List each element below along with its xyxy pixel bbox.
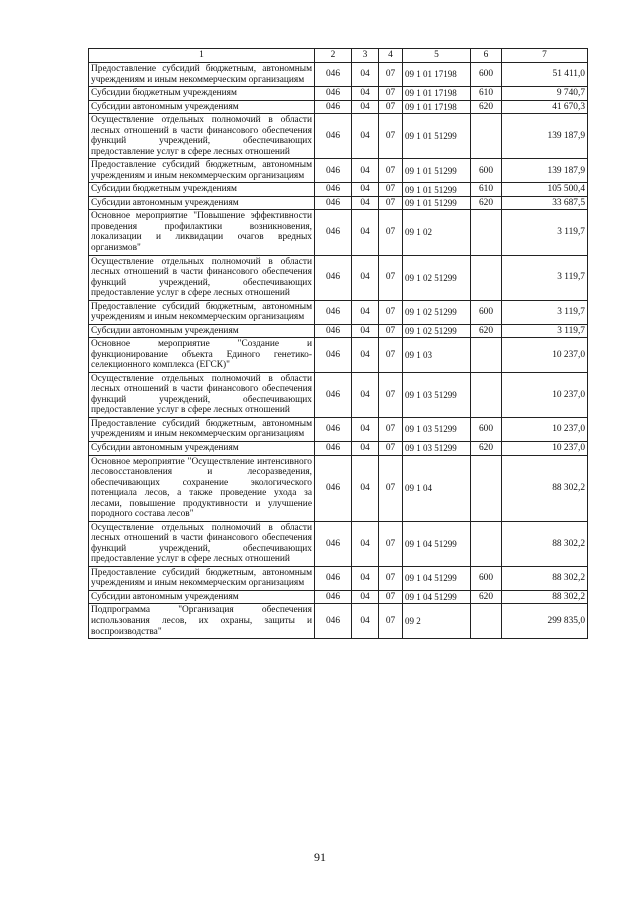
cell-name: Субсидии автономным учреждениям xyxy=(89,324,315,338)
cell-rz: 04 xyxy=(352,372,379,417)
cell-grbs: 046 xyxy=(315,255,352,300)
cell-sum: 139 187,9 xyxy=(502,114,588,159)
cell-sum: 3 119,7 xyxy=(502,300,588,324)
cell-rz: 04 xyxy=(352,100,379,114)
cell-vr: 600 xyxy=(471,417,502,441)
header-col-6: 6 xyxy=(471,49,502,63)
cell-csr: 09 1 04 51299 xyxy=(403,590,471,604)
cell-grbs: 046 xyxy=(315,196,352,210)
cell-csr: 09 1 01 17198 xyxy=(403,87,471,101)
cell-vr xyxy=(471,455,502,521)
cell-csr: 09 1 01 51299 xyxy=(403,183,471,197)
cell-csr: 09 1 03 xyxy=(403,338,471,373)
cell-pr: 07 xyxy=(379,87,403,101)
cell-name: Осуществление отдельных полномочий в области лесных отношений в части финансового обеспечения функций учреждений, обеспечивающих предоставление услуг в сфере лесных отношений xyxy=(89,521,315,566)
table-row xyxy=(89,159,588,183)
table-row xyxy=(89,63,588,87)
cell-name: Основное мероприятие "Создание и функционирование объекта Единого генетико-селекционного комплекса (ЕГСК)" xyxy=(89,338,315,373)
cell-vr: 620 xyxy=(471,590,502,604)
table-row xyxy=(89,196,588,210)
cell-csr: 09 1 02 xyxy=(403,210,471,255)
cell-grbs: 046 xyxy=(315,159,352,183)
cell-vr xyxy=(471,521,502,566)
budget-table xyxy=(88,48,588,639)
cell-rz: 04 xyxy=(352,183,379,197)
table-body xyxy=(89,63,588,639)
cell-pr: 07 xyxy=(379,63,403,87)
header-row xyxy=(89,49,588,63)
cell-csr: 09 1 01 17198 xyxy=(403,100,471,114)
cell-pr: 07 xyxy=(379,417,403,441)
cell-grbs: 046 xyxy=(315,183,352,197)
cell-rz: 04 xyxy=(352,604,379,639)
cell-vr: 610 xyxy=(471,183,502,197)
cell-sum: 33 687,5 xyxy=(502,196,588,210)
cell-name: Субсидии автономным учреждениям xyxy=(89,442,315,456)
cell-vr: 620 xyxy=(471,442,502,456)
table-row xyxy=(89,324,588,338)
cell-pr: 07 xyxy=(379,324,403,338)
table-row xyxy=(89,87,588,101)
cell-csr: 09 1 01 51299 xyxy=(403,114,471,159)
header-col-4: 4 xyxy=(379,49,403,63)
cell-name: Предоставление субсидий бюджетным, автономным учреждениям и иным некоммерческим организациям xyxy=(89,300,315,324)
cell-csr: 09 1 02 51299 xyxy=(403,324,471,338)
cell-sum: 10 237,0 xyxy=(502,338,588,373)
cell-grbs: 046 xyxy=(315,338,352,373)
cell-pr: 07 xyxy=(379,159,403,183)
cell-sum: 9 740,7 xyxy=(502,87,588,101)
cell-vr: 600 xyxy=(471,159,502,183)
cell-name: Осуществление отдельных полномочий в области лесных отношений в части финансового обеспечения функций учреждений, обеспечивающих предоставление услуг в сфере лесных отношений xyxy=(89,372,315,417)
cell-name: Осуществление отдельных полномочий в области лесных отношений в части финансового обеспечения функций учреждений, обеспечивающих предоставление услуг в сфере лесных отношений xyxy=(89,114,315,159)
cell-sum: 88 302,2 xyxy=(502,566,588,590)
cell-csr: 09 1 04 xyxy=(403,455,471,521)
header-col-3: 3 xyxy=(352,49,379,63)
cell-csr: 09 2 xyxy=(403,604,471,639)
cell-rz: 04 xyxy=(352,324,379,338)
cell-csr: 09 1 04 51299 xyxy=(403,566,471,590)
cell-pr: 07 xyxy=(379,442,403,456)
cell-csr: 09 1 01 51299 xyxy=(403,159,471,183)
cell-rz: 04 xyxy=(352,87,379,101)
cell-name: Предоставление субсидий бюджетным, автономным учреждениям и иным некоммерческим организациям xyxy=(89,63,315,87)
cell-csr: 09 1 03 51299 xyxy=(403,417,471,441)
cell-pr: 07 xyxy=(379,372,403,417)
cell-vr xyxy=(471,338,502,373)
cell-grbs: 046 xyxy=(315,324,352,338)
cell-pr: 07 xyxy=(379,210,403,255)
cell-sum: 3 119,7 xyxy=(502,324,588,338)
cell-grbs: 046 xyxy=(315,372,352,417)
cell-name: Подпрограмма "Организация обеспечения использования лесов, их охраны, защиты и воспроизводства" xyxy=(89,604,315,639)
cell-csr: 09 1 03 51299 xyxy=(403,442,471,456)
table-row xyxy=(89,338,588,373)
cell-pr: 07 xyxy=(379,566,403,590)
cell-csr: 09 1 02 51299 xyxy=(403,300,471,324)
cell-vr: 620 xyxy=(471,100,502,114)
table-row xyxy=(89,255,588,300)
cell-csr: 09 1 01 51299 xyxy=(403,196,471,210)
table-row xyxy=(89,417,588,441)
cell-sum: 10 237,0 xyxy=(502,372,588,417)
cell-name: Предоставление субсидий бюджетным, автономным учреждениям и иным некоммерческим организациям xyxy=(89,566,315,590)
cell-rz: 04 xyxy=(352,417,379,441)
cell-pr: 07 xyxy=(379,455,403,521)
cell-grbs: 046 xyxy=(315,442,352,456)
cell-pr: 07 xyxy=(379,604,403,639)
table-row xyxy=(89,372,588,417)
table-row xyxy=(89,442,588,456)
cell-rz: 04 xyxy=(352,210,379,255)
cell-sum: 88 302,2 xyxy=(502,521,588,566)
cell-pr: 07 xyxy=(379,100,403,114)
cell-sum: 3 119,7 xyxy=(502,255,588,300)
cell-pr: 07 xyxy=(379,114,403,159)
table-row xyxy=(89,604,588,639)
header-col-7: 7 xyxy=(502,49,588,63)
cell-rz: 04 xyxy=(352,338,379,373)
cell-name: Субсидии бюджетным учреждениям xyxy=(89,87,315,101)
cell-sum: 105 500,4 xyxy=(502,183,588,197)
cell-grbs: 046 xyxy=(315,100,352,114)
cell-name: Субсидии автономным учреждениям xyxy=(89,590,315,604)
table-row xyxy=(89,183,588,197)
cell-name: Основное мероприятие "Осуществление интенсивного лесовосстановления и лесоразведения, обеспечивающих сохранение экологического потенциала лесов, а также проведение ухода за лесами, повышение продуктивности и улучшение породного состава лесов" xyxy=(89,455,315,521)
cell-rz: 04 xyxy=(352,442,379,456)
cell-sum: 139 187,9 xyxy=(502,159,588,183)
cell-pr: 07 xyxy=(379,183,403,197)
cell-vr xyxy=(471,372,502,417)
cell-csr: 09 1 03 51299 xyxy=(403,372,471,417)
cell-vr: 620 xyxy=(471,196,502,210)
cell-vr xyxy=(471,255,502,300)
cell-rz: 04 xyxy=(352,159,379,183)
cell-grbs: 046 xyxy=(315,521,352,566)
cell-grbs: 046 xyxy=(315,63,352,87)
table-row xyxy=(89,100,588,114)
cell-grbs: 046 xyxy=(315,455,352,521)
cell-sum: 88 302,2 xyxy=(502,455,588,521)
table-row xyxy=(89,300,588,324)
header-col-5: 5 xyxy=(403,49,471,63)
header-col-1: 1 xyxy=(89,49,315,63)
cell-name: Субсидии бюджетным учреждениям xyxy=(89,183,315,197)
cell-name: Основное мероприятие "Повышение эффективности проведения профилактики возникновения, локализации и ликвидации очагов вредных организмов" xyxy=(89,210,315,255)
cell-sum: 51 411,0 xyxy=(502,63,588,87)
table-row xyxy=(89,566,588,590)
cell-pr: 07 xyxy=(379,338,403,373)
cell-name: Осуществление отдельных полномочий в области лесных отношений в части финансового обеспечения функций учреждений, обеспечивающих предоставление услуг в сфере лесных отношений xyxy=(89,255,315,300)
cell-rz: 04 xyxy=(352,255,379,300)
cell-sum: 10 237,0 xyxy=(502,417,588,441)
cell-grbs: 046 xyxy=(315,300,352,324)
cell-grbs: 046 xyxy=(315,590,352,604)
cell-rz: 04 xyxy=(352,590,379,604)
cell-rz: 04 xyxy=(352,455,379,521)
cell-rz: 04 xyxy=(352,521,379,566)
cell-grbs: 046 xyxy=(315,87,352,101)
cell-pr: 07 xyxy=(379,590,403,604)
cell-sum: 10 237,0 xyxy=(502,442,588,456)
cell-vr xyxy=(471,210,502,255)
cell-name: Субсидии автономным учреждениям xyxy=(89,196,315,210)
header-col-2: 2 xyxy=(315,49,352,63)
cell-csr: 09 1 04 51299 xyxy=(403,521,471,566)
cell-vr: 610 xyxy=(471,87,502,101)
cell-vr: 600 xyxy=(471,63,502,87)
cell-grbs: 046 xyxy=(315,604,352,639)
cell-grbs: 046 xyxy=(315,566,352,590)
table-row xyxy=(89,210,588,255)
cell-grbs: 046 xyxy=(315,114,352,159)
cell-rz: 04 xyxy=(352,63,379,87)
cell-vr: 600 xyxy=(471,566,502,590)
cell-vr: 620 xyxy=(471,324,502,338)
cell-pr: 07 xyxy=(379,196,403,210)
table-row xyxy=(89,521,588,566)
cell-pr: 07 xyxy=(379,300,403,324)
cell-rz: 04 xyxy=(352,114,379,159)
table-row xyxy=(89,590,588,604)
cell-rz: 04 xyxy=(352,566,379,590)
cell-csr: 09 1 02 51299 xyxy=(403,255,471,300)
cell-name: Субсидии автономным учреждениям xyxy=(89,100,315,114)
cell-grbs: 046 xyxy=(315,417,352,441)
cell-name: Предоставление субсидий бюджетным, автономным учреждениям и иным некоммерческим организациям xyxy=(89,417,315,441)
cell-sum: 41 670,3 xyxy=(502,100,588,114)
cell-rz: 04 xyxy=(352,196,379,210)
cell-rz: 04 xyxy=(352,300,379,324)
cell-sum: 88 302,2 xyxy=(502,590,588,604)
cell-csr: 09 1 01 17198 xyxy=(403,63,471,87)
table-row xyxy=(89,455,588,521)
cell-vr xyxy=(471,604,502,639)
cell-vr: 600 xyxy=(471,300,502,324)
table-row xyxy=(89,114,588,159)
cell-sum: 3 119,7 xyxy=(502,210,588,255)
page-number: 91 xyxy=(314,850,326,864)
cell-name: Предоставление субсидий бюджетным, автономным учреждениям и иным некоммерческим организациям xyxy=(89,159,315,183)
cell-vr xyxy=(471,114,502,159)
cell-pr: 07 xyxy=(379,521,403,566)
cell-pr: 07 xyxy=(379,255,403,300)
cell-grbs: 046 xyxy=(315,210,352,255)
cell-sum: 299 835,0 xyxy=(502,604,588,639)
